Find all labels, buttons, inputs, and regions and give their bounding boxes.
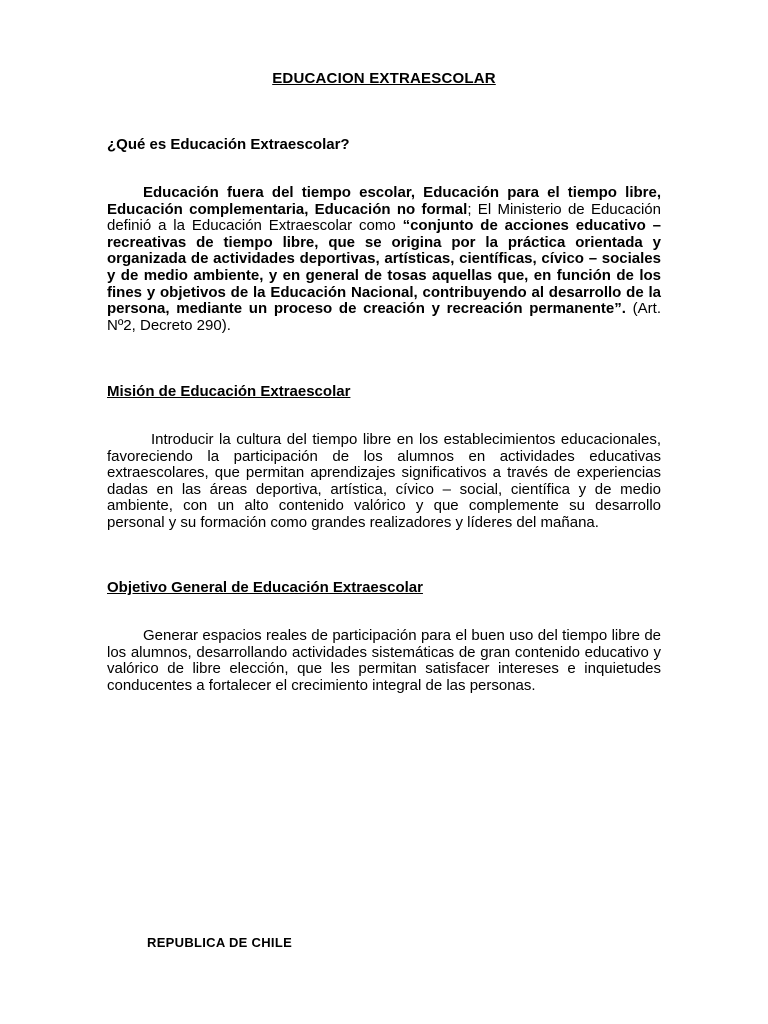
definition-quote: “conjunto de acciones educativo – recreativas de tiempo libre, que se origina por la práctica orientada y organizada de actividades deportivas, artísticas, científicas, cívico – sociales y de medio ambiente, y en general de tosas aquellas que, en función de los fines y objetivos de la Educación Nacional, contribuyendo al desarrollo de la persona, mediante un proceso de creación y recreación permanente”. [107,217,661,318]
document-title: EDUCACION EXTRAESCOLAR [272,70,496,87]
definition-lead: Educación fuera del tiempo escolar, Educación para el tiempo libre, Educación complementaria, Educación no formal [107,184,661,218]
objetivo-text: Generar espacios reales de participación para el buen uso del tiempo libre de los alumnos, desarrollando actividades sistemáticas de gran contenido educativo y valórico de libre elección, que les permitan satisfacer intereses e inquietudes conducentes a fortalecer el crecimiento integral de las personas. [107,627,661,694]
objetivo-heading: Objetivo General de Educación Extraescolar [107,579,423,596]
mision-heading: Misión de Educación Extraescolar [107,383,351,400]
definition-separator: ; [467,200,472,218]
definition-citation: (Art. Nº2, Decreto 290). [107,300,662,334]
definition-middle: El Ministerio de Educación definió a la Educación Extraescolar como [107,200,661,235]
question-heading: ¿Qué es Educación Extraescolar? [107,136,350,153]
mision-text: Introducir la cultura del tiempo libre en los establecimientos educacionales, favoreciendo la participación de los alumnos en actividades educativas extraescolares, que permitan aprendizajes significativos a través de experiencias dadas en las áreas deportiva, artística, cívico – social, científica y de medio ambiente, con un alto contenido valórico y que complemente su desarrollo personal y su formación como grandes realizadores y líderes del mañana. [107,431,661,531]
mision-paragraph [107,432,661,532]
objetivo-paragraph [107,628,661,694]
definition-paragraph [107,185,661,334]
footer-republica: REPUBLICA DE CHILE [147,935,293,950]
